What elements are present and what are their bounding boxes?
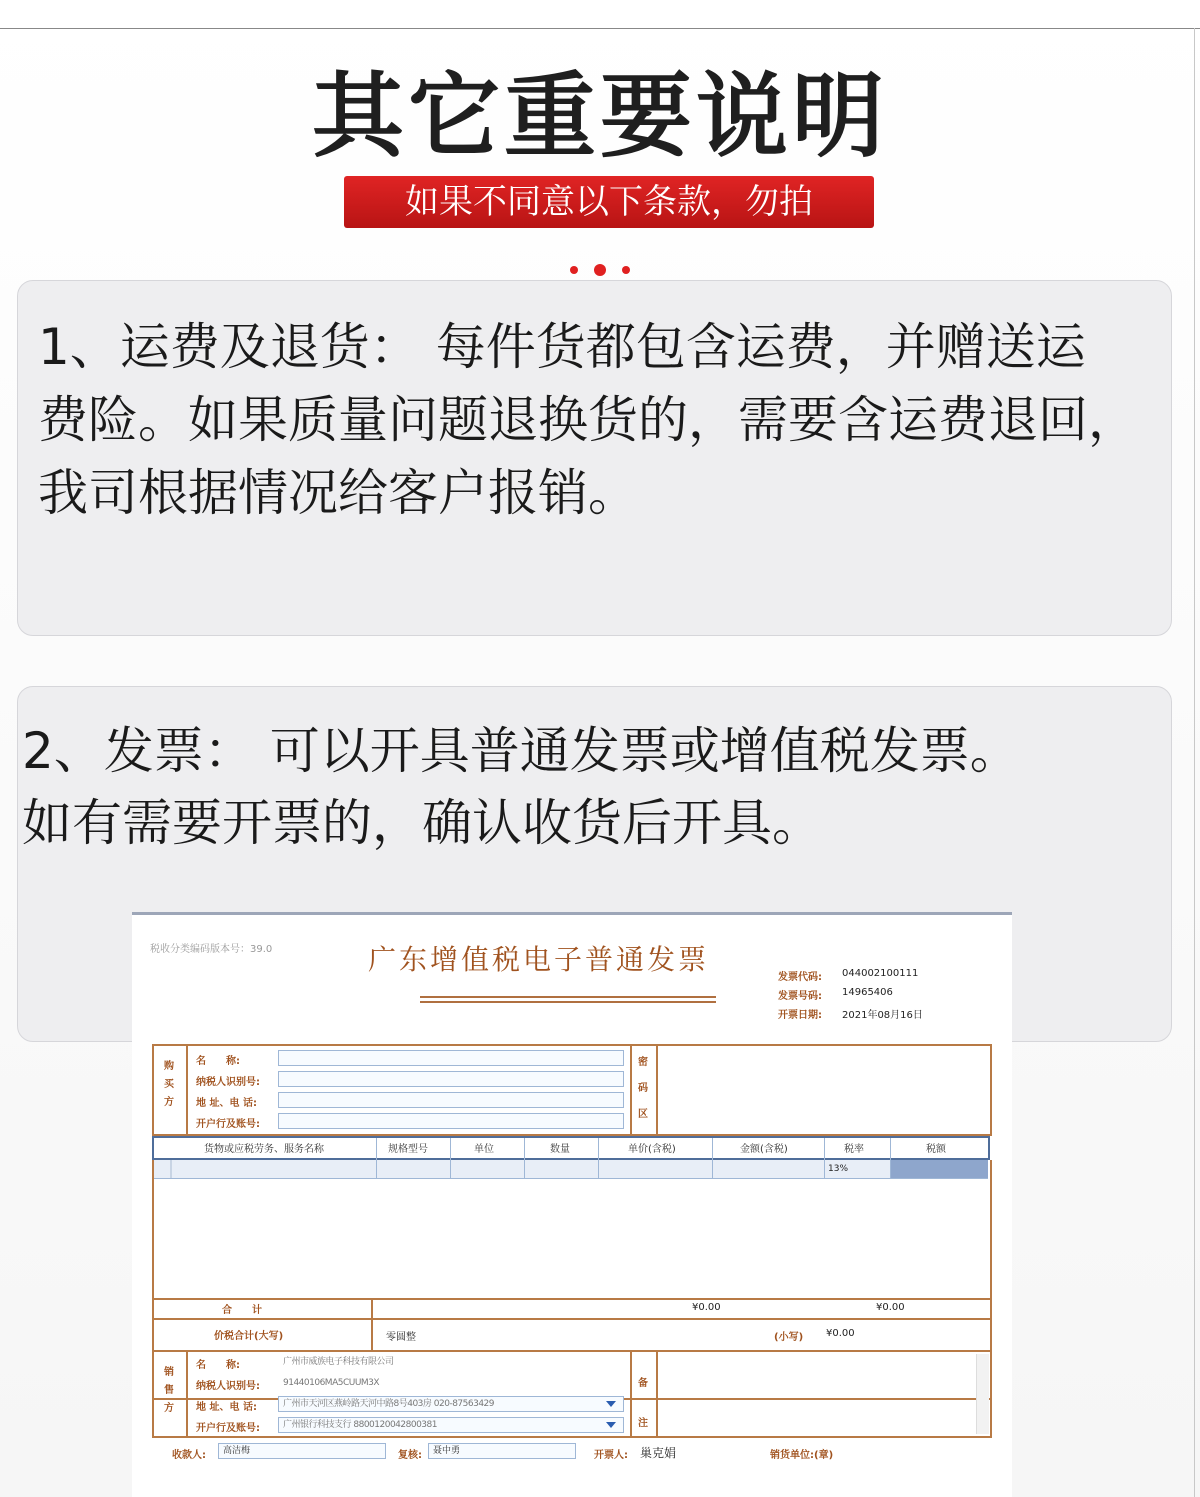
column-header: 数量 [550, 1144, 570, 1155]
buyer-address-field[interactable] [278, 1092, 624, 1108]
seller-name-field: 广州市威族电子科技有限公司 [283, 1357, 394, 1367]
invoice-date: 2021年08月16日 [842, 1010, 923, 1021]
dot-icon [570, 266, 578, 274]
column-header: 单位 [474, 1144, 494, 1155]
buyer-name-label: 名 称: [196, 1056, 240, 1067]
seller-address-field[interactable]: 广州市天河区燕岭路天河中路8号403房 020-87563429 [278, 1396, 624, 1412]
grand-total-small: ¥0.00 [826, 1328, 855, 1339]
divider [630, 1350, 632, 1438]
column-header: 规格型号 [388, 1144, 428, 1155]
tax-rate-cell: 13% [828, 1164, 849, 1174]
column-header: 金额(含税) [740, 1144, 788, 1155]
column-header: 税率 [844, 1144, 864, 1155]
dot-icon [594, 264, 606, 276]
grand-total-upper: 零圆整 [386, 1332, 416, 1343]
warning-banner: 如果不同意以下条款，勿拍 [344, 176, 874, 228]
total-tax: ¥0.00 [876, 1302, 905, 1313]
top-divider [0, 28, 1200, 29]
seller-unit-label: 销货单位:(章) [770, 1450, 834, 1461]
seller-side-label: 销售方 [164, 1367, 174, 1414]
remark-label: 备注 [638, 1378, 648, 1429]
buyer-bank-field[interactable] [278, 1113, 624, 1129]
seller-bank-field[interactable]: 广州银行科技支行 8800120042800381 [278, 1417, 624, 1433]
seller-address-label: 地 址、电 话: [196, 1402, 257, 1413]
issuer-name: 巢克娟 [640, 1446, 677, 1460]
buyer-taxid-field[interactable] [278, 1071, 624, 1087]
buyer-side-label: 购买方 [164, 1061, 174, 1108]
divider [371, 1298, 373, 1350]
dot-icon [622, 266, 630, 274]
payee-label: 收款人: [172, 1450, 206, 1461]
divider [152, 1318, 992, 1320]
reviewer-field[interactable]: 聂中勇 [428, 1443, 576, 1459]
invoice-version: 税收分类编码版本号：39.0 [150, 944, 273, 955]
divider [186, 1044, 188, 1136]
buyer-address-label: 地 址、电 话: [196, 1098, 257, 1109]
invoice-code: 044002100111 [842, 968, 919, 979]
total-label: 合 计 [222, 1305, 262, 1316]
cipher-area-label: 密码区 [638, 1057, 648, 1120]
issuer-label: 开票人: [594, 1450, 628, 1461]
chevron-down-icon[interactable] [606, 1422, 616, 1428]
invoice-title: 广东增值税电子普通发票 [368, 943, 710, 976]
invoice-number-label: 发票号码: [778, 991, 822, 1002]
right-divider [1194, 28, 1195, 1497]
reviewer-label: 复核: [398, 1450, 422, 1461]
invoice-number: 14965406 [842, 987, 893, 998]
buyer-bank-label: 开户行及账号: [196, 1119, 260, 1130]
divider [630, 1044, 632, 1136]
divider [152, 1298, 992, 1300]
page-title: 其它重要说明 [311, 63, 888, 170]
card-line: 我司根据情况给客户报销。 [38, 464, 638, 522]
seller-taxid-label: 纳税人识别号: [196, 1381, 260, 1392]
card-line: 2、发票： 可以开具普通发票或增值税发票。 [22, 722, 1020, 780]
title-underline [420, 996, 716, 998]
seller-name-label: 名 称: [196, 1360, 240, 1371]
seller-taxid-field: 91440106MA5CUUM3X [283, 1378, 380, 1388]
divider [186, 1350, 188, 1438]
shipping-return-card [17, 280, 1172, 636]
divider [656, 1350, 658, 1438]
chevron-down-icon[interactable] [606, 1401, 616, 1407]
card-line: 如有需要开票的，确认收货后开具。 [22, 794, 822, 852]
invoice-date-label: 开票日期: [778, 1010, 822, 1021]
remark-scrollbar[interactable] [976, 1354, 989, 1434]
card-line: 费险。如果质量问题退换货的，需要含运费退回， [38, 391, 1138, 449]
column-header: 货物或应税劳务、服务名称 [204, 1144, 324, 1155]
invoice-code-label: 发票代码: [778, 972, 822, 983]
payee-field[interactable]: 高洁梅 [218, 1443, 386, 1459]
column-header: 单价(含税) [628, 1144, 676, 1155]
total-amount: ¥0.00 [692, 1302, 721, 1313]
small-label: (小写) [774, 1332, 804, 1343]
buyer-name-field[interactable] [278, 1050, 624, 1066]
buyer-taxid-label: 纳税人识别号: [196, 1077, 260, 1088]
card-line: 1、运费及退货： 每件货都包含运费，并赠送运 [38, 318, 1086, 376]
grand-total-label: 价税合计(大写) [214, 1331, 284, 1342]
divider [656, 1044, 658, 1136]
column-header: 税额 [926, 1144, 946, 1155]
seller-bank-label: 开户行及账号: [196, 1423, 260, 1434]
title-underline [420, 1001, 716, 1003]
